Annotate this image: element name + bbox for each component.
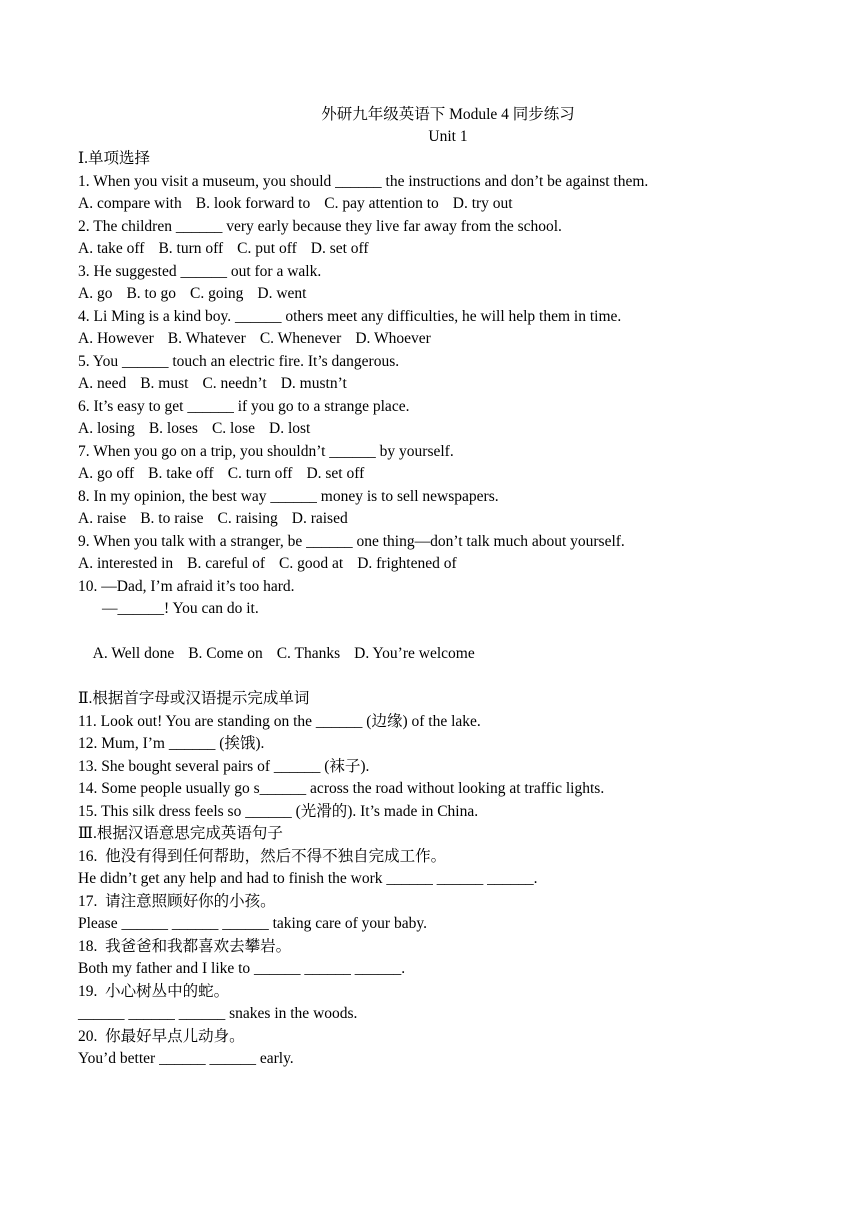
- question-text: 2. The children ______ very early because they live far away from the school.: [78, 217, 562, 235]
- english-sentence: ______ ______ ______ snakes in the woods.: [78, 1005, 358, 1022]
- option: D. lost: [269, 420, 311, 437]
- option: A. compare with: [78, 195, 182, 212]
- option: D. Whoever: [355, 330, 431, 347]
- chinese-prompt: 20. 你最好早点儿动身。: [78, 1027, 245, 1045]
- option: A. Well done: [92, 645, 175, 662]
- question-options: [78, 508, 800, 531]
- question-text: 1. When you visit a museum, you should ______ the instructions and don’t be against them.: [78, 172, 649, 190]
- option: B. Come on: [188, 645, 263, 662]
- option: A. go: [78, 285, 113, 302]
- page-subtitle: Unit 1: [428, 128, 468, 145]
- question-options: [78, 283, 800, 306]
- question-10: 10. —Dad, I’m afraid it’s too hard.: [78, 577, 295, 595]
- question-text: 5. You ______ touch an electric fire. It’s dangerous.: [78, 352, 400, 370]
- question-text: 4. Li Ming is a kind boy. ______ others meet any difficulties, he will help them in time.: [78, 307, 622, 325]
- question-10-response: —______! You can do it.: [102, 600, 259, 617]
- option: D. raised: [291, 510, 348, 527]
- question-options: [78, 553, 800, 576]
- option: D. set off: [306, 465, 365, 482]
- chinese-prompt: 18. 我爸爸和我都喜欢去攀岩。: [78, 937, 292, 955]
- option: C. raising: [217, 510, 278, 527]
- option: B. take off: [148, 465, 214, 482]
- option: B. to raise: [140, 510, 204, 527]
- option: C. Thanks: [276, 645, 341, 662]
- fill-in-item: 12. Mum, I’m ______ (挨饿).: [78, 735, 265, 752]
- option: C. good at: [279, 555, 344, 572]
- english-sentence: Please ______ ______ ______ taking care of your baby.: [78, 915, 427, 932]
- option: C. put off: [237, 240, 297, 257]
- fill-in-item: 13. She bought several pairs of ______ (袜子).: [78, 757, 370, 775]
- option: A. However: [78, 330, 154, 347]
- option: C. pay attention to: [324, 195, 439, 212]
- question-text: 6. It’s easy to get ______ if you go to a strange place.: [78, 397, 410, 415]
- english-sentence: You’d better ______ ______ early.: [78, 1050, 294, 1067]
- option: D. You’re welcome: [354, 645, 475, 662]
- option: C. needn’t: [202, 375, 267, 392]
- english-sentence: He didn’t get any help and had to finish the work ______ ______ ______.: [78, 870, 538, 887]
- page-title: 外研九年级英语下 Module 4 同步练习: [321, 106, 575, 123]
- section-3-heading: Ⅲ.根据汉语意思完成英语句子: [78, 825, 283, 842]
- option: A. raise: [78, 510, 127, 527]
- section-1-questions: [78, 171, 800, 576]
- option: D. mustn’t: [280, 375, 347, 392]
- chinese-prompt: 19. 小心树丛中的蛇。: [78, 982, 230, 1000]
- option: A. need: [78, 375, 127, 392]
- option: C. Whenever: [259, 330, 342, 347]
- fill-in-item: 14. Some people usually go s______ across the road without looking at traffic lights.: [78, 780, 605, 797]
- question-text: 7. When you go on a trip, you shouldn’t ______ by yourself.: [78, 442, 454, 460]
- option: A. take off: [78, 240, 145, 257]
- question-text: 9. When you talk with a stranger, be ______ one thing—don’t talk much about yourself.: [78, 532, 625, 550]
- section-3-items: [78, 846, 800, 1071]
- option: B. to go: [126, 285, 176, 302]
- question-options: [78, 238, 800, 261]
- option: B. loses: [148, 420, 198, 437]
- option: B. look forward to: [195, 195, 311, 212]
- option: B. turn off: [158, 240, 224, 257]
- question-10-options: [78, 621, 800, 689]
- question-options: [78, 328, 800, 351]
- option: C. lose: [211, 420, 255, 437]
- section-2-items: [78, 711, 800, 824]
- option: D. try out: [452, 195, 513, 212]
- english-sentence: Both my father and I like to ______ ______ ______.: [78, 960, 406, 977]
- fill-in-item: 11. Look out! You are standing on the ______ (边缘) of the lake.: [78, 712, 481, 730]
- option: C. going: [189, 285, 244, 302]
- option: A. interested in: [78, 555, 174, 572]
- section-1-heading: Ⅰ.单项选择: [78, 150, 150, 167]
- option: D. went: [257, 285, 307, 302]
- option: D. set off: [310, 240, 369, 257]
- chinese-prompt: 17. 请注意照顾好你的小孩。: [78, 892, 276, 910]
- question-text: 3. He suggested ______ out for a walk.: [78, 262, 322, 280]
- option: A. losing: [78, 420, 135, 437]
- question-text: 8. In my opinion, the best way ______ money is to sell newspapers.: [78, 487, 499, 505]
- question-options: [78, 463, 800, 486]
- option: A. go off: [78, 465, 135, 482]
- section-2-heading: Ⅱ.根据首字母或汉语提示完成单词: [78, 690, 310, 707]
- option: B. must: [140, 375, 189, 392]
- question-options: [78, 373, 800, 396]
- option: B. careful of: [187, 555, 266, 572]
- fill-in-item: 15. This silk dress feels so ______ (光滑的). It’s made in China.: [78, 802, 479, 820]
- option: B. Whatever: [167, 330, 246, 347]
- chinese-prompt: 16. 他没有得到任何帮助，然后不得不独自完成工作。: [78, 847, 447, 865]
- question-options: [78, 418, 800, 441]
- question-options: [78, 193, 800, 216]
- option: D. frightened of: [357, 555, 457, 572]
- option: C. turn off: [227, 465, 293, 482]
